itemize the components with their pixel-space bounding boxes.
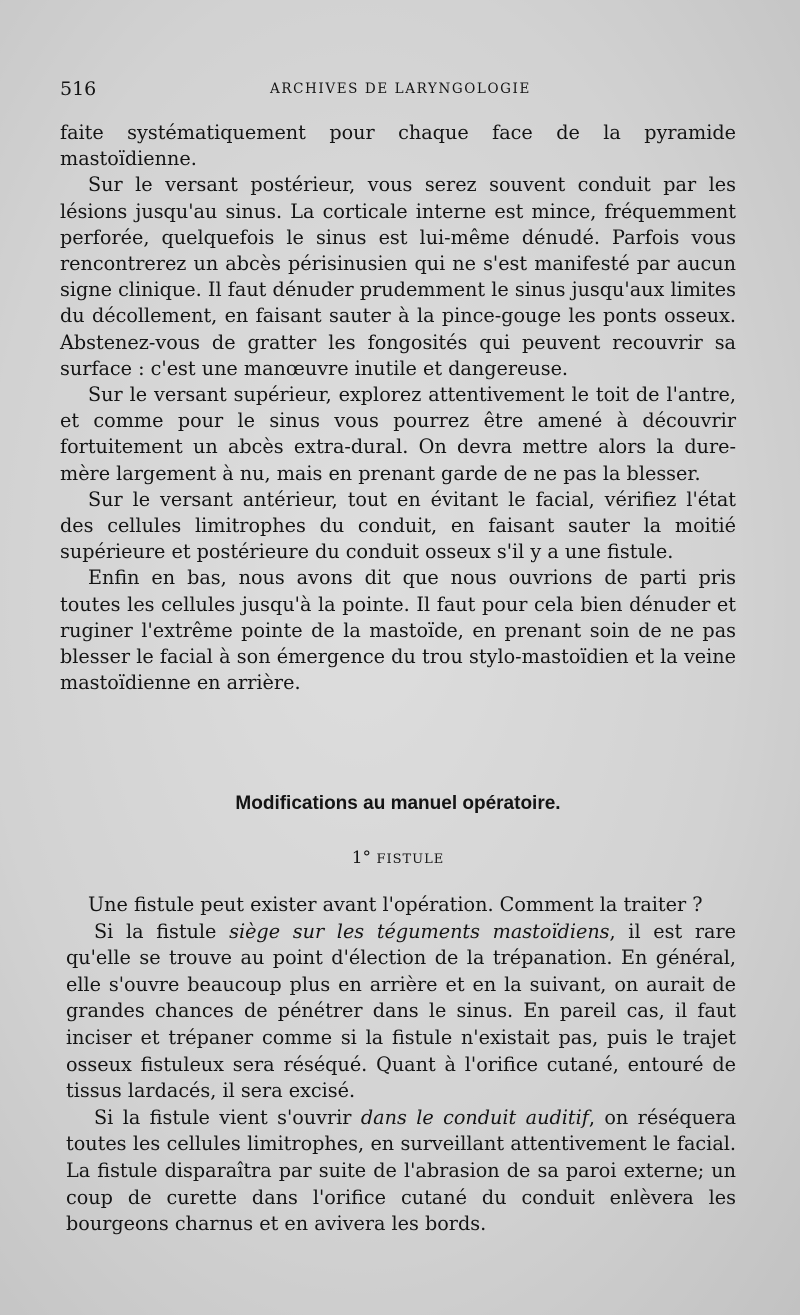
subsection-label: FISTULE [376,852,445,867]
section-title: Modifications au manuel opératoire. [235,793,561,814]
page-header [60,78,734,102]
paragraph: Sur le versant supérieur, explorez attentivement le toit de l'antre, et comme pour le sinus vous pourrez être amené à découvrir fortuitement un abcès extra-dural. On devra mettre alors la dure-mère largement à nu, mais en prenant garde de ne pas la blesser. [60,383,736,485]
body-text [60,120,736,696]
subsection-number: 1° [351,848,372,868]
text-run: Si la fistule vient s'ouvrir [94,1105,361,1129]
paragraph: Une fistule peut exister avant l'opération. Comment la traiter ? [88,893,703,916]
subsection-title [60,848,736,868]
paragraph: faite systématiquement pour chaque face de la pyramide mastoïdienne. [60,121,736,171]
italic-text: siège sur les téguments mastoïdiens [229,919,610,943]
paragraph [66,919,736,1105]
paragraph: Enfin en bas, nous avons dit que nous ouvrions de parti pris toutes les cellules jusqu'à la pointe. Il faut pour cela bien dénuder et ruginer l'extrême pointe de la mastoïde, en prenant soin de ne pas blesser le facial à son émergence du trou stylo-mastoïdien et la veine mastoïdienne en arrière. [60,566,736,695]
text-run: , il est rare qu'elle se trouve au point d'élection de la trépanation. En général, elle s'ouvre beaucoup plus en arrière et en la suivant, on aurait de grandes chances de pénétrer dans le sinus. En pareil cas, il faut inciser et trépaner comme si la fistule n'existait pas, puis le trajet osseux fistuleux sera réséqué. Quant à l'orifice cutané, entouré de tissus lardacés, il sera excisé. [66,919,736,1103]
paragraph: Sur le versant postérieur, vous serez souvent conduit par les lésions jusqu'au sinus. La corticale interne est mince, fréquemment perforée, quelquefois le sinus est lui-même dénudé. Parfois vous rencontrerez un abcès périsinusien qui ne s'est manifesté par aucun signe clinique. Il faut dénuder prudemment le sinus jusqu'aux limites du décollement, en faisant sauter à la pince-gouge les ponts osseux. Abstenez-vous de gratter les fongosités qui peuvent recouvrir sa surface : c'est une manœuvre inutile et dangereuse. [60,173,736,380]
text-run: Si la fistule [94,919,230,943]
italic-text: dans le conduit auditif [360,1105,589,1129]
running-head: ARCHIVES DE LARYNGOLOGIE [270,81,531,97]
paragraph: Sur le versant antérieur, tout en évitant le facial, vérifiez l'état des cellules limitrophes du conduit, en faisant sauter la moitié supérieure et postérieure du conduit osseux s'il y a une fistule. [60,487,736,564]
text-run: , on réséquera toutes les cellules limitrophes, en surveillant attentivement le facial. La fistule disparaîtra par suite de l'abrasion de sa paroi externe; un coup de curette dans l'orifice cutané du conduit enlèvera les bourgeons charnus et en avivera les bords. [66,1105,737,1236]
page-number: 516 [60,78,97,100]
body-text-section [66,892,736,1238]
paragraph [66,1105,736,1238]
